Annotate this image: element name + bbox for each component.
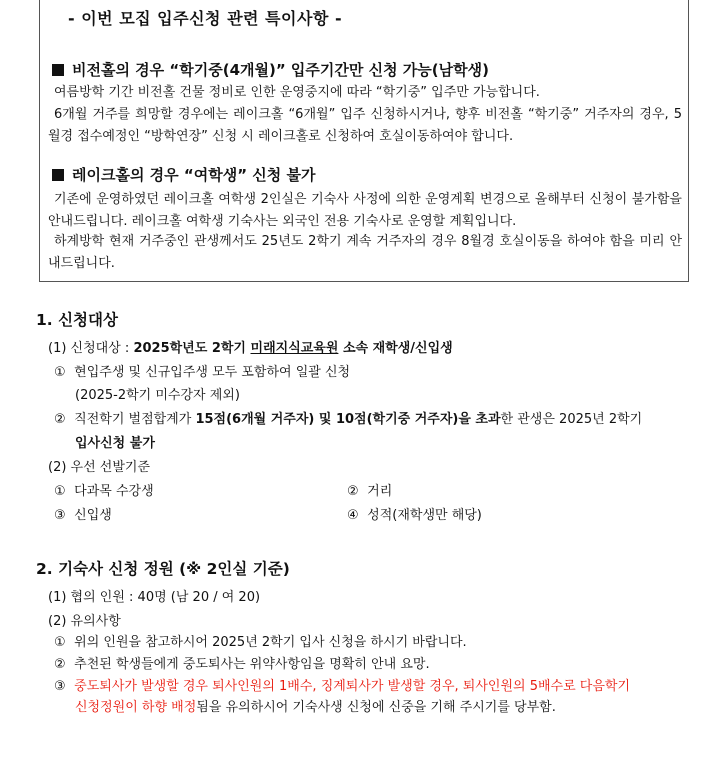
circle-num: ① bbox=[54, 365, 66, 380]
notice-3 bbox=[54, 675, 630, 694]
priority-2-text: 거리 bbox=[367, 484, 393, 499]
notice-sub1-title: 비전홀의 경우 “학기중(4개월)” 입주기간만 신청 가능(남학생) bbox=[72, 61, 489, 79]
circle-num: ② bbox=[54, 412, 66, 427]
item1-bold-a: 2025학년도 2학기 bbox=[133, 341, 251, 356]
section1-c1-note: (2025-2학기 미수강자 제외) bbox=[75, 388, 240, 403]
section1-item2: (2) 우선 선발기준 bbox=[48, 460, 151, 475]
notice-sub2-heading bbox=[52, 164, 315, 185]
notice-1-text: 위의 인원을 참고하시어 2025년 2학기 입사 신청을 하시기 바랍니다. bbox=[74, 635, 467, 650]
notice-3-red2: 신청정원이 하향 배정 bbox=[75, 700, 197, 715]
square-bullet-icon bbox=[52, 169, 64, 181]
notice-3-red: 중도퇴사가 발생할 경우 퇴사인원의 1배수, 징계퇴사가 발생할 경우, 퇴사인원의 5배수로 다음학기 bbox=[74, 679, 631, 694]
c2-pre: 직전학기 벌점합계가 bbox=[74, 412, 196, 427]
circle-num: ④ bbox=[347, 508, 359, 523]
section1-c1 bbox=[54, 361, 350, 380]
c2-bold: 15점(6개월 거주자) 및 10점(학기중 거주자)을 초과 bbox=[195, 412, 501, 427]
notice-sub2-p1: 기존에 운영하였던 레이크홀 여학생 2인실은 기숙사 사정에 의한 운영계획 변경으로 올해부터 신청이 불가함을 안내드립니다. 레이크홀 여학생 기숙사는 외국인 전용 기숙사로 운영할 계획입니다. bbox=[48, 192, 682, 229]
notice-2-text: 추천된 학생들에게 중도퇴사는 위약사항임을 명확히 안내 요망. bbox=[74, 657, 430, 672]
priority-4-text: 성적(재학생만 해당) bbox=[367, 508, 482, 523]
circle-num: ① bbox=[54, 484, 66, 499]
circle-num: ② bbox=[347, 484, 359, 499]
square-bullet-icon bbox=[52, 64, 64, 76]
section2-item2: (2) 유의사항 bbox=[48, 614, 121, 629]
notice-2 bbox=[54, 653, 430, 672]
priority-4 bbox=[347, 504, 482, 523]
priority-1 bbox=[54, 480, 154, 499]
section1-c2-line2: 입사신청 불가 bbox=[75, 436, 155, 451]
section1-c2 bbox=[54, 408, 642, 427]
section2-title: 2. 기숙사 신청 정원 (※ 2인실 기준) bbox=[36, 560, 290, 578]
item1-underline: 미래지식교육원 bbox=[250, 341, 339, 356]
item1-prefix: (1) 신청대상 : bbox=[48, 341, 134, 356]
c2-post: 한 관생은 2025년 2학기 bbox=[500, 412, 643, 427]
c1-text: 현입주생 및 신규입주생 모두 포함하여 일괄 신청 bbox=[74, 365, 351, 380]
notice-sub1-p1: 여름방학 기간 비전홀 건물 정비로 인한 운영중지에 따라 “학기중” 입주만 가능합니다. bbox=[54, 85, 540, 100]
notice-sub2-p2: 하계방학 현재 거주중인 관생께서도 25년도 2학기 계속 거주자의 경우 8월경 호실이동을 하여야 함을 미리 안내드립니다. bbox=[48, 234, 682, 271]
notice-1 bbox=[54, 631, 467, 650]
item1-bold-b: 소속 재학생/신입생 bbox=[338, 341, 453, 356]
priority-3 bbox=[54, 504, 112, 523]
circle-num: ② bbox=[54, 657, 66, 672]
section1-title: 1. 신청대상 bbox=[36, 311, 118, 329]
priority-1-text: 다과목 수강생 bbox=[74, 484, 154, 499]
notice-sub1-p2: 6개월 거주를 희망할 경우에는 레이크홀 “6개월” 입주 신청하시거나, 향후 비전홀 “학기중” 거주자의 경우, 5월경 접수예정인 “방학연장” 신청 시 레이크홀로 신청하여 호실이동하여야 합니다. bbox=[48, 107, 682, 144]
notice-3-line2 bbox=[75, 696, 556, 715]
section1-item1 bbox=[48, 337, 453, 356]
notice-box bbox=[39, 0, 689, 282]
circle-num: ① bbox=[54, 635, 66, 650]
circle-num: ③ bbox=[54, 508, 66, 523]
notice-sub2-title: 레이크홀의 경우 “여학생” 신청 불가 bbox=[72, 166, 316, 184]
notice-sub1-heading bbox=[52, 59, 489, 80]
priority-2 bbox=[347, 480, 392, 499]
circle-num: ③ bbox=[54, 679, 66, 694]
notice-3-rest: 됨을 유의하시어 기숙사생 신청에 신중을 기해 주시기를 당부함. bbox=[196, 700, 556, 715]
section2-item1: (1) 협의 인원 : 40명 (남 20 / 여 20) bbox=[48, 590, 261, 605]
notice-title: - 이번 모집 입주신청 관련 특이사항 - bbox=[68, 9, 343, 28]
priority-3-text: 신입생 bbox=[74, 508, 112, 523]
